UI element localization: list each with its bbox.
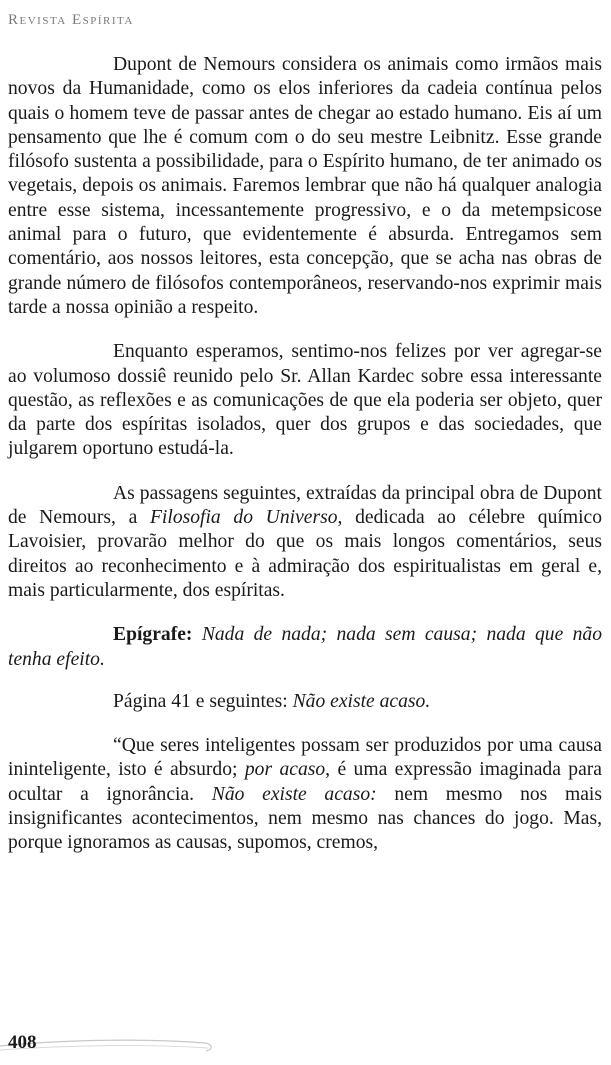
quotation-part-2: , é uma expressão imaginada para ocultar a ignorância. [8,759,602,805]
paragraph-page-ref [8,690,602,714]
paragraph-waiting: Enquanto esperamos, sentimo-nos felizes por ver agregar-se ao volumoso dossiê reunido pelo Sr. Allan Kardec sobre essa interessante questão, as reflexões e as comunicações de que ela poderia ser objeto, quer da parte dos espíritas isolados, quer dos grupos e das sociedades, que julgarem oportuno estudá-la. [8,341,602,460]
epigraph-quote: Nada de nada; nada sem causa; nada que não tenha efeito. [8,624,602,670]
passages-text-after: , dedicada ao célebre químico Lavoisier, provarão melhor do que os mais longos comentários, seus direitos ao reconhecimento e à admiração dos espiritualistas em geral e, mais particularmente, dos espíritas. [8,507,603,601]
passages-text-before: As passagens seguintes, extraídas da principal obra de Dupont de Nemours, a [8,482,602,529]
paragraph-epigraph [8,623,602,672]
page-body [8,53,602,856]
quotation-em-1: por acaso [244,759,326,781]
page-ref-quote: Não existe acaso. [292,690,431,712]
page-ref-text: Página 41 e seguintes: [113,690,293,712]
epigraph-label: Epígrafe: [113,624,193,646]
paragraph-animals: Dupont de Nemours considera os animais como irmãos mais novos da Humanidade, como os elos inferiores da cadeia contínua pelos quais o homem teve de passar antes de chegar ao estado humano. Eis aí um pensamento que lhe é comum com o do seu mestre Leibnitz. Esse grande filósofo sustenta a possibilidade, para o Espírito humano, de ter animado os vegetais, depois os animais. Faremos lembrar que não há qualquer analogia entre esse sistema, incessantemente progressivo, e o da metempsicose animal para o futuro, que evidentemente é absurda. Entregamos sem comentário, aos nossos leitores, esta concepção, que se acha nas obras de grande número de filósofos contemporâneos, reservando-nos exprimir mais tarde a nossa opinião a respeito. [8,54,602,318]
quotation-em-2: Não existe acaso: [211,783,377,805]
quotation-part-1: “Que seres inteligentes possam ser produzidos por uma causa ininteligente, isto é absurdo; [8,735,602,781]
paragraph-passages [8,482,602,603]
page-number: 408 [8,1032,37,1053]
paragraph-quotation [8,734,602,855]
book-title: Filosofia do Universo [149,507,338,529]
quotation-part-3: nem mesmo nos mais insignificantes acontecimentos, nem mesmo nas chances do jogo. Mas, porque ignoramos as causas, supomos, cremos, [8,783,602,854]
running-head: Revista Espírita [8,12,134,28]
